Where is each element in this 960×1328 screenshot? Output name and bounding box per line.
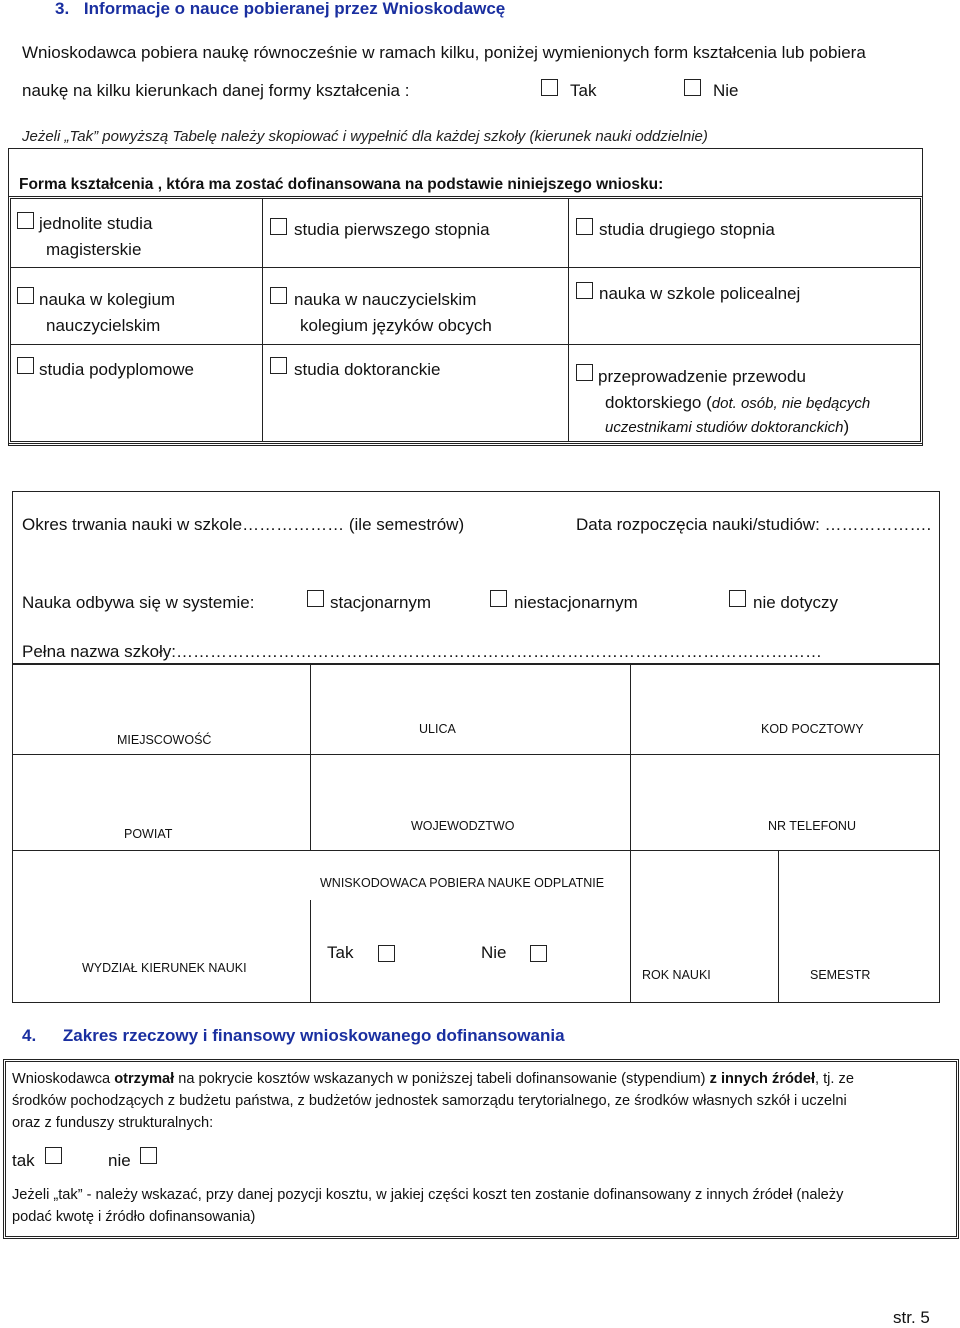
stacjonarnym-label: stacjonarnym <box>330 593 432 612</box>
form-kolegium-jezykow-label-2: kolegium języków obcych <box>300 316 492 335</box>
intro-line-2: naukę na kilku kierunkach danej formy kształcenia : <box>22 81 410 100</box>
data-rozpoczecia-field[interactable]: Data rozpoczęcia nauki/studiów: ………………. <box>576 515 932 534</box>
nie-dotyczy-checkbox[interactable] <box>729 590 746 607</box>
section4-paragraph-1: Wnioskodawca otrzymał na pokrycie kosztów wskazanych w poniższej tabeli dofinansowanie (stypendium) z innych źródeł, tj. ze <box>12 1071 854 1087</box>
form-przewod-label-2: doktorskiego (dot. osób, nie będących <box>605 393 871 412</box>
section3-title: Informacje o nauce pobieranej przez Wnioskodawcę <box>83 0 506 18</box>
odplatnie-tak-checkbox[interactable] <box>378 945 395 962</box>
niestacjonarnym-label: niestacjonarnym <box>514 593 638 612</box>
form-jednolite-label-1: jednolite studia <box>39 214 153 233</box>
form-kolegium-label-1: nauka w kolegium <box>39 290 176 309</box>
nie-dotyczy-label: nie dotyczy <box>753 593 839 612</box>
section4-paragraph-5: podać kwotę i źródło dofinansowania) <box>12 1209 256 1225</box>
form-jednolite-checkbox[interactable] <box>17 212 34 229</box>
nie-checkbox[interactable] <box>684 79 701 96</box>
section3-heading <box>55 0 505 20</box>
form-podyplomowe-checkbox[interactable] <box>17 357 34 374</box>
form-kolegium-jezykow-checkbox[interactable] <box>270 287 287 304</box>
intro-line-1: Wnioskodawca pobiera naukę równocześnie w ramach kilku, poniżej wymienionych form kształcenia lub pobiera <box>22 43 866 62</box>
form-drugi-checkbox[interactable] <box>576 218 593 235</box>
nazwa-szkoly-field[interactable]: Pełna nazwa szkoły:…………………………………………………………………………………………………… <box>22 642 823 661</box>
form-kolegium-label-2: nauczycielskim <box>46 316 161 335</box>
inne-zrodla-nie-label: nie <box>108 1151 131 1170</box>
tak-checkbox[interactable] <box>541 79 558 96</box>
inne-zrodla-tak-checkbox[interactable] <box>45 1147 62 1164</box>
telefon-label: NR TELEFONU <box>768 819 856 833</box>
wojewodztwo-label: WOJEWODZTWO <box>411 819 515 833</box>
form-przewod-checkbox[interactable] <box>576 364 593 381</box>
form-policealna-label: nauka w szkole policealnej <box>599 284 801 303</box>
form-jednolite-label-2: magisterskie <box>46 240 142 259</box>
form-podyplomowe-label: studia podyplomowe <box>39 360 194 379</box>
form-drugi-label: studia drugiego stopnia <box>599 220 775 239</box>
page-number: str. 5 <box>893 1308 930 1327</box>
form-policealna-checkbox[interactable] <box>576 282 593 299</box>
section4-paragraph-3: oraz z funduszy strukturalnych: <box>12 1115 214 1131</box>
form-pierwszy-checkbox[interactable] <box>270 218 287 235</box>
tak-label: Tak <box>570 81 597 100</box>
form-przewod-label-1: przeprowadzenie przewodu <box>598 367 806 386</box>
semestr-label: SEMESTR <box>810 968 871 982</box>
nie-label: Nie <box>713 81 739 100</box>
form-kolegium-checkbox[interactable] <box>17 287 34 304</box>
section4-number: 4. <box>22 1026 37 1045</box>
odplatnie-nie-label: Nie <box>481 943 507 962</box>
odplatnie-label: WNISKODOWACA POBIERA NAUKE ODPLATNIE <box>320 876 605 890</box>
kod-pocztowy-label: KOD POCZTOWY <box>761 722 864 736</box>
rok-nauki-label: ROK NAUKI <box>642 968 711 982</box>
miejscowosc-label: MIEJSCOWOŚĆ <box>117 733 212 747</box>
section4-paragraph-4: Jeżeli „tak” - należy wskazać, przy danej pozycji kosztu, w jakiej części koszt ten zostanie dofinansowany z innych źródeł (należy <box>12 1187 844 1203</box>
system-label: Nauka odbywa się w systemie: <box>22 593 255 612</box>
inne-zrodla-nie-checkbox[interactable] <box>140 1147 157 1164</box>
odplatnie-tak-label: Tak <box>327 943 354 962</box>
copy-note: Jeżeli „Tak” powyższą Tabelę należy skopiować i wypełnić dla każdej szkoły (kierunek nauki oddzielnie) <box>22 128 708 145</box>
powiat-label: POWIAT <box>124 827 173 841</box>
niestacjonarnym-checkbox[interactable] <box>490 590 507 607</box>
form-doktoranckie-label: studia doktoranckie <box>294 360 441 379</box>
form-przewod-label-3: uczestnikami studiów doktoranckich) <box>605 417 850 436</box>
form-kolegium-jezykow-label-1: nauka w nauczycielskim <box>294 290 477 309</box>
section4-title: Zakres rzeczowy i finansowy wnioskowanego dofinansowania <box>62 1026 565 1045</box>
section4-heading <box>22 1025 565 1047</box>
odplatnie-nie-checkbox[interactable] <box>530 945 547 962</box>
section4-paragraph-2: środków pochodzących z budżetu państwa, z budżetów jednostek samorządu terytorialnego, ze środków własnych szkół i uczelni <box>12 1093 847 1109</box>
form-pierwszy-label: studia pierwszego stopnia <box>294 220 490 239</box>
section3-number: 3. <box>55 0 70 18</box>
okres-field[interactable]: Okres trwania nauki w szkole……………… (ile semestrów) <box>22 515 465 534</box>
forma-title: Forma kształcenia , która ma zostać dofinansowana na podstawie niniejszego wniosku: <box>19 176 664 193</box>
form-doktoranckie-checkbox[interactable] <box>270 357 287 374</box>
inne-zrodla-tak-label: tak <box>12 1151 35 1170</box>
wydzial-label: WYDZIAŁ KIERUNEK NAUKI <box>82 961 247 975</box>
ulica-label: ULICA <box>419 722 456 736</box>
stacjonarnym-checkbox[interactable] <box>307 590 324 607</box>
